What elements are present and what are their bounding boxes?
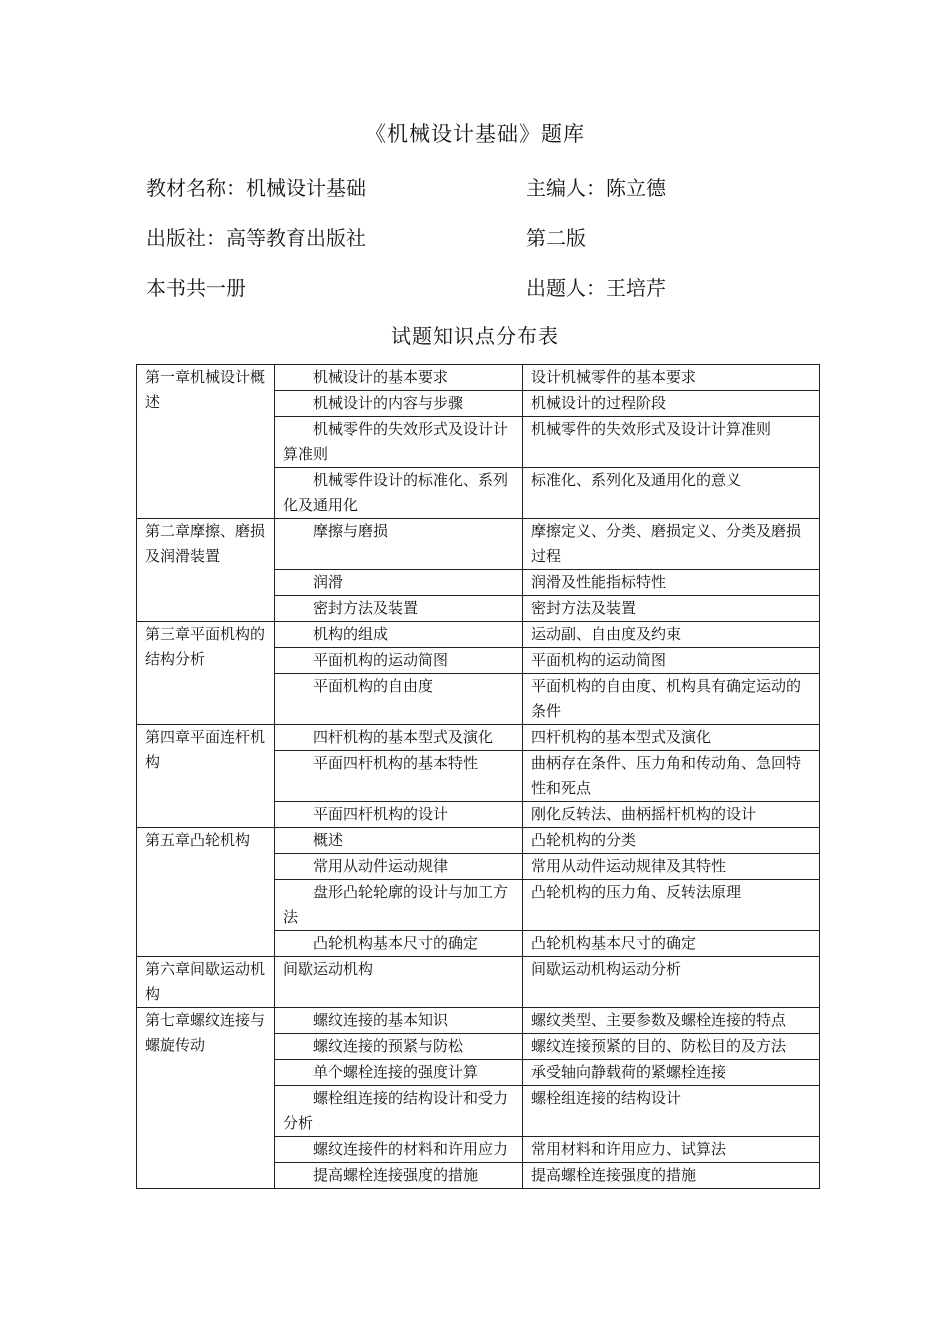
knowledge-point-cell: 凸轮机构的压力角、反转法原理 [523,880,820,931]
chapter-cell: 第四章平面连杆机构 [137,725,275,828]
topic-cell: 润滑 [275,570,523,596]
topic-cell: 密封方法及装置 [275,596,523,622]
knowledge-point-cell: 曲柄存在条件、压力角和传动角、急回特性和死点 [523,751,820,802]
table-row [137,622,820,648]
topic-cell: 平面机构的运动简图 [275,648,523,674]
topic-cell: 螺纹连接件的材料和许用应力 [275,1137,523,1163]
knowledge-point-cell: 机械零件的失效形式及设计计算准则 [523,417,820,468]
knowledge-point-table-body [137,365,820,1189]
topic-cell: 提高螺栓连接强度的措施 [275,1163,523,1189]
table-row [137,828,820,854]
table-row [137,519,820,570]
knowledge-point-table [136,364,820,1189]
knowledge-point-cell: 标准化、系列化及通用化的意义 [523,468,820,519]
chapter-cell: 第二章摩擦、磨损及润滑装置 [137,519,275,622]
question-author: 出题人：王培芹 [526,276,666,300]
topic-cell: 四杆机构的基本型式及演化 [275,725,523,751]
topic-cell: 机构的组成 [275,622,523,648]
table-row [137,1008,820,1034]
knowledge-point-cell: 螺栓组连接的结构设计 [523,1086,820,1137]
topic-cell: 常用从动件运动规律 [275,854,523,880]
topic-cell: 螺栓组连接的结构设计和受力分析 [275,1086,523,1137]
topic-cell: 平面四杆机构的设计 [275,802,523,828]
topic-cell: 机械设计的内容与步骤 [275,391,523,417]
knowledge-point-cell: 螺纹类型、主要参数及螺栓连接的特点 [523,1008,820,1034]
table-row [137,365,820,391]
knowledge-point-cell: 平面机构的运动简图 [523,648,820,674]
document-title: 《机械设计基础》题库 [365,122,585,146]
topic-cell: 平面四杆机构的基本特性 [275,751,523,802]
meta-row-3 [146,272,826,302]
knowledge-point-cell: 摩擦定义、分类、磨损定义、分类及磨损过程 [523,519,820,570]
table-title: 试题知识点分布表 [391,324,559,348]
knowledge-point-cell: 常用材料和许用应力、试算法 [523,1137,820,1163]
knowledge-point-cell: 承受轴向静载荷的紧螺栓连接 [523,1060,820,1086]
knowledge-point-cell: 螺纹连接预紧的目的、防松目的及方法 [523,1034,820,1060]
chapter-cell: 第七章螺纹连接与螺旋传动 [137,1008,275,1189]
volume-count: 本书共一册 [146,276,246,300]
topic-cell: 机械零件设计的标准化、系列化及通用化 [275,468,523,519]
chapter-cell: 第六章间歇运动机构 [137,957,275,1008]
meta-row-2 [146,222,826,252]
knowledge-point-cell: 刚化反转法、曲柄摇杆机构的设计 [523,802,820,828]
topic-cell: 摩擦与磨损 [275,519,523,570]
table-row [137,957,820,1008]
topic-cell: 螺纹连接的基本知识 [275,1008,523,1034]
edition: 第二版 [526,226,586,250]
topic-cell: 机械设计的基本要求 [275,365,523,391]
knowledge-point-cell: 凸轮机构基本尺寸的确定 [523,931,820,957]
knowledge-point-cell: 设计机械零件的基本要求 [523,365,820,391]
knowledge-point-cell: 平面机构的自由度、机构具有确定运动的条件 [523,674,820,725]
topic-cell: 机械零件的失效形式及设计计算准则 [275,417,523,468]
knowledge-point-cell: 润滑及性能指标特性 [523,570,820,596]
knowledge-point-cell: 常用从动件运动规律及其特性 [523,854,820,880]
meta-row-1 [146,172,826,202]
chapter-cell: 第一章机械设计概述 [137,365,275,519]
knowledge-point-cell: 四杆机构的基本型式及演化 [523,725,820,751]
topic-cell: 单个螺栓连接的强度计算 [275,1060,523,1086]
knowledge-point-cell: 间歇运动机构运动分析 [523,957,820,1008]
topic-cell: 凸轮机构基本尺寸的确定 [275,931,523,957]
publisher-name: 出版社：高等教育出版社 [146,226,366,250]
chapter-cell: 第三章平面机构的结构分析 [137,622,275,725]
topic-cell: 间歇运动机构 [275,957,523,1008]
textbook-name: 教材名称：机械设计基础 [146,176,366,200]
knowledge-point-cell: 运动副、自由度及约束 [523,622,820,648]
topic-cell: 概述 [275,828,523,854]
topic-cell: 盘形凸轮轮廓的设计与加工方法 [275,880,523,931]
table-row [137,725,820,751]
editor-name: 主编人：陈立德 [526,176,666,200]
knowledge-point-cell: 密封方法及装置 [523,596,820,622]
knowledge-point-cell: 提高螺栓连接强度的措施 [523,1163,820,1189]
chapter-cell: 第五章凸轮机构 [137,828,275,957]
knowledge-point-cell: 机械设计的过程阶段 [523,391,820,417]
topic-cell: 螺纹连接的预紧与防松 [275,1034,523,1060]
topic-cell: 平面机构的自由度 [275,674,523,725]
knowledge-point-cell: 凸轮机构的分类 [523,828,820,854]
